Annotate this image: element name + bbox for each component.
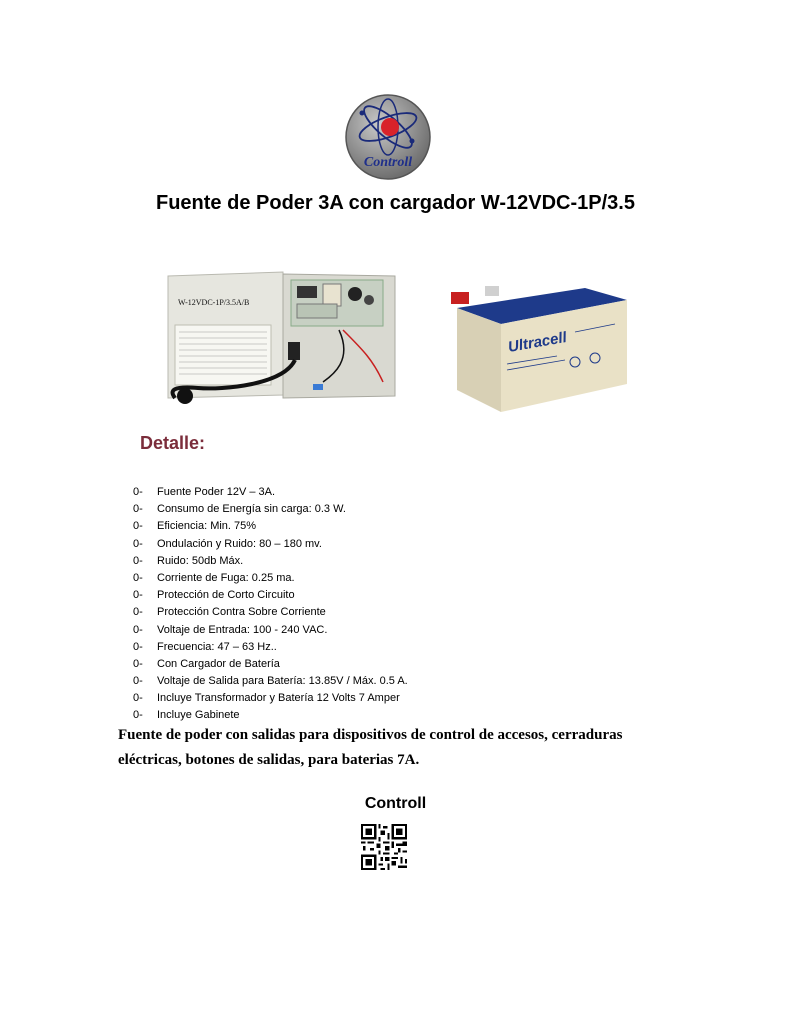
list-item: [133, 484, 408, 501]
spec-text: Voltaje de Entrada: 100 - 240 VAC.: [157, 623, 328, 636]
qr-code-icon: [361, 824, 407, 870]
list-bullet: 0-: [133, 571, 143, 584]
list-bullet: 0-: [133, 623, 143, 636]
detalle-heading: Detalle:: [140, 433, 206, 453]
list-item: [133, 570, 408, 587]
cabinet-label: W-12VDC-1P/3.5A/B: [178, 298, 250, 307]
spec-text: Ruido: 50db Máx.: [157, 554, 244, 567]
list-bullet: 0-: [133, 486, 143, 498]
list-bullet: 0-: [133, 709, 143, 722]
list-item: [133, 622, 408, 639]
spec-list: [133, 484, 408, 725]
list-item: [133, 536, 408, 553]
list-bullet: 0-: [133, 537, 143, 550]
list-bullet: 0-: [133, 520, 143, 533]
spec-text: Consumo de Energía sin carga: 0.3 W.: [157, 503, 346, 516]
list-item: [133, 501, 408, 518]
list-item: [133, 553, 408, 570]
product-description: Fuente de poder con salidas para dispositivos de control de accesos, cerraduras eléctricas, botones de salidas, para baterias 7A.: [118, 727, 623, 768]
spec-text: Protección de Corto Circuito: [157, 589, 295, 602]
battery-image: [445, 272, 633, 412]
spec-text: Con Cargador de Batería: [157, 657, 280, 670]
list-bullet: 0-: [133, 640, 143, 653]
spec-text: Incluye Gabinete: [157, 709, 240, 722]
page-title: Fuente de Poder 3A con cargador W-12VDC-1P/3.5: [156, 192, 635, 214]
list-item: [133, 518, 408, 535]
spec-text: Incluye Transformador y Batería 12 Volts 7 Amper: [157, 692, 400, 705]
list-bullet: 0-: [133, 503, 143, 516]
power-supply-cabinet-image: [163, 270, 403, 410]
list-bullet: 0-: [133, 554, 143, 567]
spec-text: Eficiencia: Min. 75%: [157, 520, 257, 533]
list-bullet: 0-: [133, 657, 143, 670]
list-bullet: 0-: [133, 692, 143, 705]
battery-brand: Ultracell: [506, 328, 568, 356]
logo-text: Controll: [363, 155, 413, 170]
spec-text: Protección Contra Sobre Corriente: [157, 606, 326, 619]
list-item: [133, 673, 408, 690]
list-bullet: 0-: [133, 589, 143, 602]
controll-logo: [344, 93, 432, 181]
list-bullet: 0-: [133, 675, 143, 688]
list-item: [133, 690, 408, 707]
spec-text: Voltaje de Salida para Batería: 13.85V / Máx. 0.5 A.: [157, 675, 408, 688]
spec-text: Fuente Poder 12V – 3A.: [157, 486, 276, 498]
spec-text: Ondulación y Ruido: 80 – 180 mv.: [157, 537, 322, 550]
list-item: [133, 639, 408, 656]
list-item: [133, 656, 408, 673]
spec-text: Frecuencia: 47 – 63 Hz..: [157, 640, 277, 653]
footer-brand: Controll: [364, 795, 427, 812]
spec-text: Corriente de Fuga: 0.25 ma.: [157, 571, 295, 584]
list-item: [133, 587, 408, 604]
list-bullet: 0-: [133, 606, 143, 619]
list-item: [133, 604, 408, 621]
